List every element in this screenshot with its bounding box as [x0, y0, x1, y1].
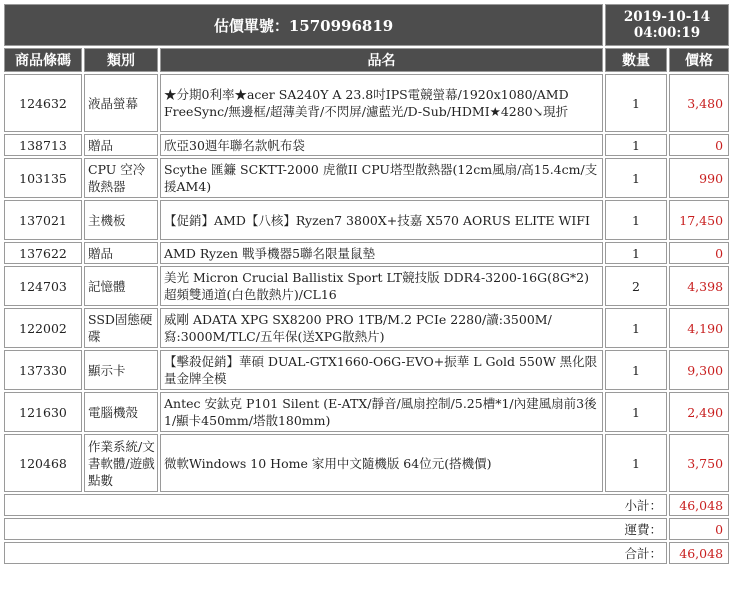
item-qty: 2 — [605, 266, 667, 306]
shipping-row — [4, 518, 729, 540]
quote-number: 1570996819 — [288, 16, 394, 35]
item-price: 0 — [669, 242, 729, 264]
item-price: 9,300 — [669, 350, 729, 390]
item-id: 121630 — [4, 392, 82, 432]
table-row — [4, 74, 729, 132]
item-name: 【促銷】AMD【八核】Ryzen7 3800X+技嘉 X570 AORUS ELITE WIFI — [160, 200, 603, 240]
column-header-category: 類別 — [84, 48, 158, 72]
item-id: 138713 — [4, 134, 82, 156]
item-name: Antec 安鈦克 P101 Silent (E-ATX/靜音/風扇控制/5.25槽*1/內建風扇前3後1/顯卡450mm/塔散180mm) — [160, 392, 603, 432]
quote-sheet — [2, 2, 724, 566]
item-price: 3,750 — [669, 434, 729, 492]
item-category: 液晶螢幕 — [84, 74, 158, 132]
item-price: 3,480 — [669, 74, 729, 132]
item-qty: 1 — [605, 392, 667, 432]
item-qty: 1 — [605, 158, 667, 198]
item-category: 電腦機殼 — [84, 392, 158, 432]
quote-title — [4, 4, 603, 46]
item-qty: 1 — [605, 200, 667, 240]
table-row — [4, 392, 729, 432]
table-row — [4, 134, 729, 156]
item-name: 威剛 ADATA XPG SX8200 PRO 1TB/M.2 PCIe 2280/讀:3500M/寫:3000M/TLC/五年保(送XPG散熱片) — [160, 308, 603, 348]
item-id: 124632 — [4, 74, 82, 132]
table-row — [4, 242, 729, 264]
table-row — [4, 434, 729, 492]
item-id: 124703 — [4, 266, 82, 306]
item-category: 作業系統/文書軟體/遊戲點數 — [84, 434, 158, 492]
item-price: 2,490 — [669, 392, 729, 432]
item-id: 137622 — [4, 242, 82, 264]
total-value: 46,048 — [669, 542, 729, 564]
quote-date: 2019-10-14 — [623, 9, 711, 25]
item-id: 120468 — [4, 434, 82, 492]
item-name: Scythe 匯鐮 SCKTT-2000 虎徹II CPU塔型散熱器(12cm風扇/高15.4cm/支援AM4) — [160, 158, 603, 198]
item-qty: 1 — [605, 74, 667, 132]
item-name: 美光 Micron Crucial Ballistix Sport LT競技版 DDR4-3200-16G(8G*2) 超頻雙通道(白色散熱片)/CL16 — [160, 266, 603, 306]
item-qty: 1 — [605, 434, 667, 492]
column-header-price: 價格 — [669, 48, 729, 72]
column-header-name: 品名 — [160, 48, 603, 72]
item-price: 0 — [669, 134, 729, 156]
item-category: 贈品 — [84, 134, 158, 156]
item-id: 137021 — [4, 200, 82, 240]
item-category: CPU 空冷散熱器 — [84, 158, 158, 198]
item-name: AMD Ryzen 戰爭機器5聯名限量鼠墊 — [160, 242, 603, 264]
item-id: 137330 — [4, 350, 82, 390]
column-header-id: 商品條碼 — [4, 48, 82, 72]
column-header-qty: 數量 — [605, 48, 667, 72]
item-category: SSD固態硬碟 — [84, 308, 158, 348]
item-name: 微軟Windows 10 Home 家用中文隨機版 64位元(搭機價) — [160, 434, 603, 492]
column-header-row — [4, 48, 729, 72]
table-row — [4, 350, 729, 390]
subtotal-value: 46,048 — [669, 494, 729, 516]
total-row — [4, 542, 729, 564]
item-price: 4,190 — [669, 308, 729, 348]
item-category: 主機板 — [84, 200, 158, 240]
subtotal-row — [4, 494, 729, 516]
item-price: 990 — [669, 158, 729, 198]
item-id: 103135 — [4, 158, 82, 198]
shipping-value: 0 — [669, 518, 729, 540]
item-qty: 1 — [605, 308, 667, 348]
item-category: 記憶體 — [84, 266, 158, 306]
item-qty: 1 — [605, 350, 667, 390]
item-category: 贈品 — [84, 242, 158, 264]
item-name: 【擊殺促銷】華碩 DUAL-GTX1660-O6G-EVO+振華 L Gold 550W 黑化限量金牌全模 — [160, 350, 603, 390]
subtotal-label: 小計： — [4, 494, 667, 516]
item-price: 17,450 — [669, 200, 729, 240]
item-id: 122002 — [4, 308, 82, 348]
item-category: 顯示卡 — [84, 350, 158, 390]
shipping-label: 運費： — [4, 518, 667, 540]
item-price: 4,398 — [669, 266, 729, 306]
table-row — [4, 158, 729, 198]
item-name: ★分期0利率★acer SA240Y A 23.8吋IPS電競螢幕/1920x1080/AMD FreeSync/無邊框/超薄美背/不閃屏/濾藍光/D-Sub/HDMI★4280↘現折 — [160, 74, 603, 132]
quote-table — [2, 2, 731, 566]
item-qty: 1 — [605, 242, 667, 264]
table-row — [4, 200, 729, 240]
item-name: 欣亞30週年聯名款帆布袋 — [160, 134, 603, 156]
table-row — [4, 266, 729, 306]
quote-time: 04:00:19 — [633, 25, 701, 41]
table-row — [4, 308, 729, 348]
quote-datetime — [605, 4, 729, 46]
quote-label: 估價單號： — [213, 16, 289, 35]
item-qty: 1 — [605, 134, 667, 156]
total-label: 合計： — [4, 542, 667, 564]
